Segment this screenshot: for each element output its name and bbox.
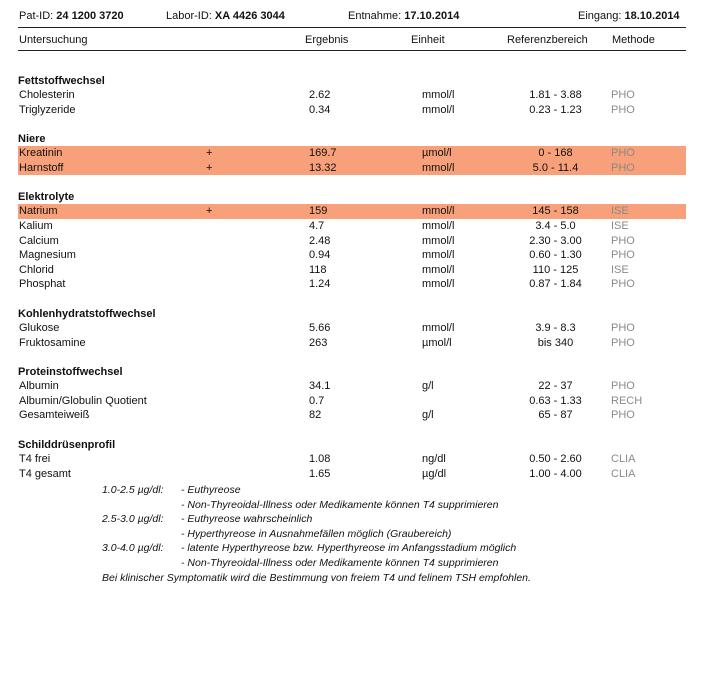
- method: PHO: [611, 380, 635, 393]
- section-title: Fettstoffwechsel: [18, 75, 105, 87]
- result-unit: µmol/l: [422, 336, 452, 349]
- result-row: [18, 277, 686, 292]
- result-unit: mmol/l: [422, 103, 455, 116]
- test-name: Kreatinin: [19, 147, 63, 160]
- note-line: [18, 527, 686, 542]
- method: ISE: [611, 263, 629, 276]
- reference-range: 3.9 - 8.3: [535, 321, 576, 334]
- result-value: 0.7: [309, 394, 325, 407]
- method: PHO: [611, 161, 635, 174]
- note-range: 3.0-4.0 µg/dl:: [102, 542, 164, 555]
- note-line: [18, 512, 686, 527]
- test-name: Phosphat: [19, 278, 66, 291]
- note-line: [18, 541, 686, 556]
- section-gap: [18, 350, 686, 365]
- result-row: [18, 321, 686, 336]
- method: CLIA: [611, 452, 636, 465]
- method: PHO: [611, 147, 635, 160]
- test-name: Gesamteiweiß: [19, 409, 90, 422]
- test-name: Fruktosamine: [19, 336, 86, 349]
- entnahme-date: Entnahme: 17.10.2014: [348, 10, 460, 22]
- result-value: 4.7: [309, 219, 325, 232]
- test-name: Cholesterin: [19, 89, 75, 101]
- section-gap: [18, 292, 686, 307]
- result-value: 13.32: [309, 161, 337, 174]
- note-text: - Hyperthyreose in Ausnahmefällen möglich (Graubereich): [181, 527, 452, 540]
- reference-range: 22 - 37: [538, 380, 573, 393]
- test-name: Albumin: [19, 380, 59, 393]
- method: CLIA: [611, 467, 636, 480]
- test-name: T4 frei: [19, 452, 51, 465]
- col-referenz: Referenzbereich: [507, 34, 588, 46]
- note-line: [18, 483, 686, 498]
- result-value: 0.94: [309, 249, 331, 262]
- section-title: Proteinstoffwechsel: [18, 366, 123, 379]
- test-name: Harnstoff: [19, 161, 64, 174]
- result-row: [18, 452, 686, 467]
- result-row: [18, 467, 686, 482]
- reference-range: 1.00 - 4.00: [529, 467, 582, 480]
- reference-range: 0.63 - 1.33: [529, 394, 582, 407]
- report-header: [18, 10, 686, 24]
- result-value: 1.08: [309, 452, 331, 465]
- reference-range: 3.4 - 5.0: [535, 219, 576, 232]
- column-divider: [18, 50, 686, 51]
- reference-range: 145 - 158: [532, 205, 579, 218]
- patient-id: Pat-ID: 24 1200 3720: [19, 10, 124, 22]
- results-table: [18, 74, 686, 585]
- result-unit: mmol/l: [422, 249, 455, 262]
- column-headers: [18, 34, 686, 48]
- eingang-date: Eingang: 18.10.2014: [578, 10, 680, 22]
- result-row: [18, 336, 686, 351]
- section-gap: [18, 423, 686, 438]
- note-line: [18, 556, 686, 571]
- method: PHO: [611, 278, 635, 291]
- method: PHO: [611, 89, 635, 101]
- result-value: 159: [309, 205, 328, 218]
- result-row: [18, 263, 686, 278]
- method: PHO: [611, 321, 635, 334]
- footer-note-line: [18, 571, 686, 586]
- result-unit: mmol/l: [422, 89, 455, 101]
- note-text: - Non-Thyreoidal-Illness oder Medikamente können T4 supprimieren: [181, 557, 499, 570]
- result-row: [18, 379, 686, 394]
- result-unit: µg/dl: [422, 467, 447, 480]
- reference-range: 0 - 168: [538, 147, 573, 160]
- result-unit: mmol/l: [422, 263, 455, 276]
- result-value: 118: [309, 263, 327, 276]
- section-title: Elektrolyte: [18, 191, 75, 204]
- method: PHO: [611, 234, 635, 247]
- reference-range: 1.81 - 3.88: [529, 89, 582, 101]
- note-text: - Euthyreose wahrscheinlich: [181, 513, 313, 526]
- section-gap: [18, 117, 686, 132]
- result-row: [18, 408, 686, 423]
- result-unit: mmol/l: [422, 161, 455, 174]
- result-unit: ng/dl: [422, 452, 446, 465]
- method: PHO: [611, 103, 635, 116]
- note-range: 1.0-2.5 µg/dl:: [102, 484, 164, 497]
- labor-id: Labor-ID: XA 4426 3044: [166, 10, 285, 22]
- result-value: 0.34: [309, 103, 331, 116]
- test-name: Glukose: [19, 321, 60, 334]
- section-title: Niere: [18, 133, 46, 146]
- result-unit: mmol/l: [422, 234, 455, 247]
- result-row: [18, 234, 686, 249]
- result-row: [18, 204, 686, 219]
- test-name: Kalium: [19, 219, 53, 232]
- section-gap: [18, 175, 686, 190]
- note-text: - Euthyreose: [181, 484, 241, 497]
- reference-range: 2.30 - 3.00: [529, 234, 582, 247]
- reference-range: 110 - 125: [532, 263, 579, 276]
- col-ergebnis: Ergebnis: [305, 34, 349, 46]
- reference-range: 65 - 87: [538, 409, 573, 422]
- result-unit: g/l: [422, 409, 434, 422]
- reference-range: 0.87 - 1.84: [529, 278, 582, 291]
- result-unit: mmol/l: [422, 321, 455, 334]
- footer-note: Bei klinischer Symptomatik wird die Bestimmung von freiem T4 und felinem TSH empfohlen.: [102, 571, 531, 584]
- result-value: 5.66: [309, 321, 331, 334]
- result-value: 263: [309, 336, 328, 349]
- test-name: Calcium: [19, 234, 59, 247]
- note-range: 2.5-3.0 µg/dl:: [102, 513, 164, 526]
- result-row: [18, 394, 686, 409]
- note-text: - latente Hyperthyreose bzw. Hyperthyreose im Anfangsstadium möglich: [181, 542, 517, 555]
- result-row: [18, 88, 686, 103]
- section-title: Kohlenhydratstoffwechsel: [18, 307, 156, 320]
- reference-range: 5.0 - 11.4: [532, 161, 579, 174]
- method: PHO: [611, 249, 635, 262]
- result-value: 169.7: [309, 147, 337, 160]
- result-value: 34.1: [309, 380, 331, 393]
- reference-range: 0.50 - 2.60: [529, 452, 582, 465]
- reference-range: bis 340: [537, 336, 574, 349]
- result-value: 1.65: [309, 467, 331, 480]
- test-name: Natrium: [19, 205, 58, 218]
- result-value: 2.62: [309, 89, 331, 101]
- col-einheit: Einheit: [411, 34, 445, 46]
- result-unit: mmol/l: [422, 219, 455, 232]
- method: PHO: [611, 409, 635, 422]
- result-unit: mmol/l: [422, 205, 455, 218]
- reference-range: 0.23 - 1.23: [529, 103, 582, 116]
- header-divider: [18, 27, 686, 28]
- test-name: Triglyzeride: [19, 103, 76, 116]
- result-unit: µmol/l: [422, 147, 452, 160]
- result-row: [18, 248, 686, 263]
- method: RECH: [611, 394, 643, 407]
- result-unit: mmol/l: [422, 278, 455, 291]
- method: PHO: [611, 336, 635, 349]
- result-value: 1.24: [309, 278, 331, 291]
- test-name: Magnesium: [19, 249, 76, 262]
- result-row: [18, 161, 686, 176]
- note-text: - Non-Thyreoidal-Illness oder Medikamente können T4 supprimieren: [181, 498, 499, 511]
- section-title: Schilddrüsenprofil: [18, 438, 116, 451]
- result-row: [18, 146, 686, 161]
- method: ISE: [611, 219, 629, 232]
- abnormal-flag: +: [206, 147, 213, 160]
- result-unit: g/l: [422, 380, 434, 393]
- col-untersuchung: Untersuchung: [19, 34, 88, 46]
- result-row: [18, 103, 686, 118]
- abnormal-flag: +: [206, 161, 213, 174]
- method: ISE: [611, 205, 629, 218]
- interpretation-notes: [18, 483, 686, 585]
- reference-range: 0.60 - 1.30: [529, 249, 582, 262]
- result-value: 2.48: [309, 234, 331, 247]
- test-name: T4 gesamt: [19, 467, 71, 480]
- test-name: Chlorid: [19, 263, 54, 276]
- result-row: [18, 219, 686, 234]
- abnormal-flag: +: [206, 205, 213, 218]
- test-name: Albumin/Globulin Quotient: [19, 394, 147, 407]
- result-value: 82: [309, 409, 322, 422]
- col-methode: Methode: [612, 34, 655, 46]
- note-line: [18, 498, 686, 513]
